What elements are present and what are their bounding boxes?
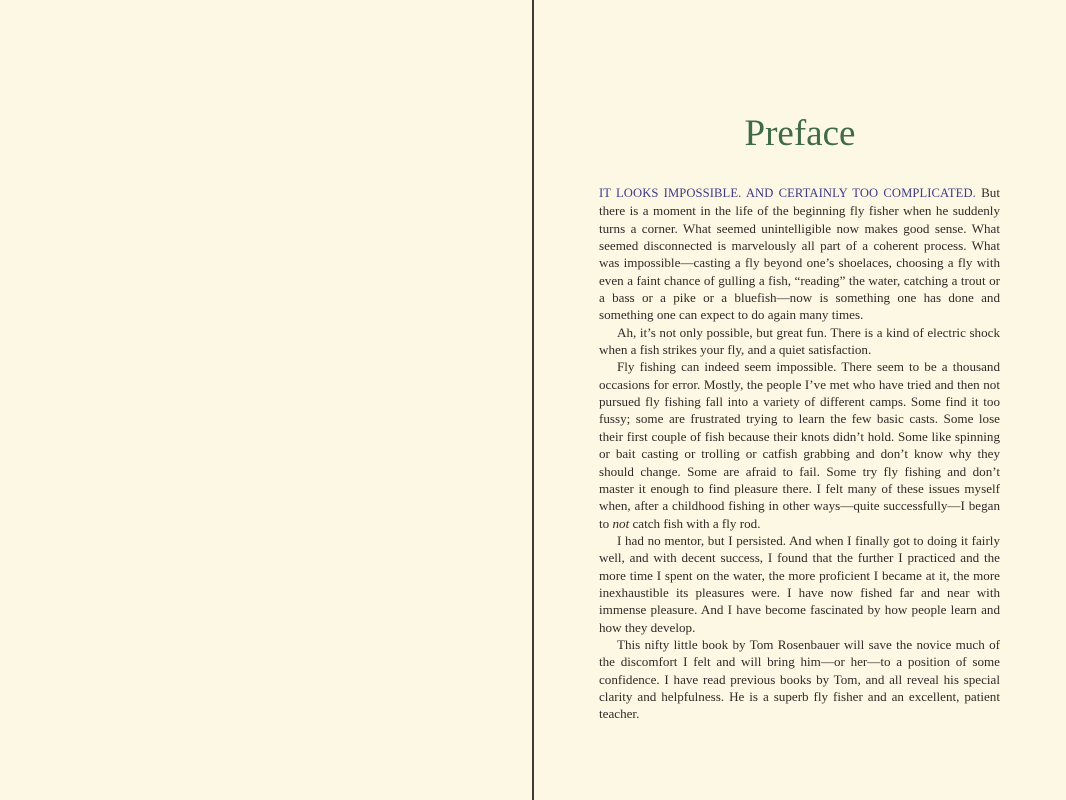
paragraph-1 [599,184,1000,324]
page-title: Preface [744,113,856,154]
paragraph-3-ending: catch fish with a fly rod. [629,515,761,531]
lead-in-small-caps: IT LOOKS IMPOSSIBLE. AND CERTAINLY TOO COMPLICATED. [599,186,976,200]
preface-body [599,184,1000,723]
paragraph-3 [599,358,1000,531]
paragraph-2: Ah, it’s not only possible, but great fun. There is a kind of electric shock when a fish strikes your fly, and a quiet satisfaction. [599,324,1000,358]
italic-emphasis: not [612,515,630,531]
paragraph-3-text: Fly fishing can indeed seem impossible. There seem to be a thousand occasions for error. Mostly, the people I’ve met who have tried and then not pursued fly fishing fall into a variety of different camps. Some find it too fussy; some are frustrated trying to learn the few basic casts. Some lose their first couple of fish because their knots didn’t hold. Some like spinning or bait casting or trolling or catfish grabbing and don’t know why they should change. Some are afraid to fail. Some try fly fishing and don’t master it enough to find pleasure there. I felt many of these issues myself when, after a childhood fishing in other ways—quite successfully—I began to [599,359,1000,531]
paragraph-4: I had no mentor, but I persisted. And when I finally got to doing it fairly well, and with decent success, I found that the further I practiced and the more time I spent on the water, the more proficient I became at it, the more inexhaustible its pleasures were. I have now fished far and near with immense pleasure. And I have become fascinated by how people learn and how they develop. [599,532,1000,635]
paragraph-1-text: But there is a moment in the life of the beginning fly fisher when he suddenly turns a corner. What seemed unintelligible now makes good sense. What seemed disconnected is marvelously all part of a coherent process. What was impossible—casting a fly beyond one’s shoelaces, choosing a fly with even a faint chance of gulling a fish, “reading” the water, catching a trout or a bass or a pike or a bluefish—now is something one has done and something one can expect to do again many times. [599,185,1000,323]
paragraph-5: This nifty little book by Tom Rosenbauer will save the novice much of the discomfort I felt and will bring him—or her—to a position of some confidence. I have read previous books by Tom, and all reveal his special clarity and helpfulness. He is a superb fly fisher and an excellent, patient teacher. [599,636,1000,722]
right-page [534,0,1066,800]
